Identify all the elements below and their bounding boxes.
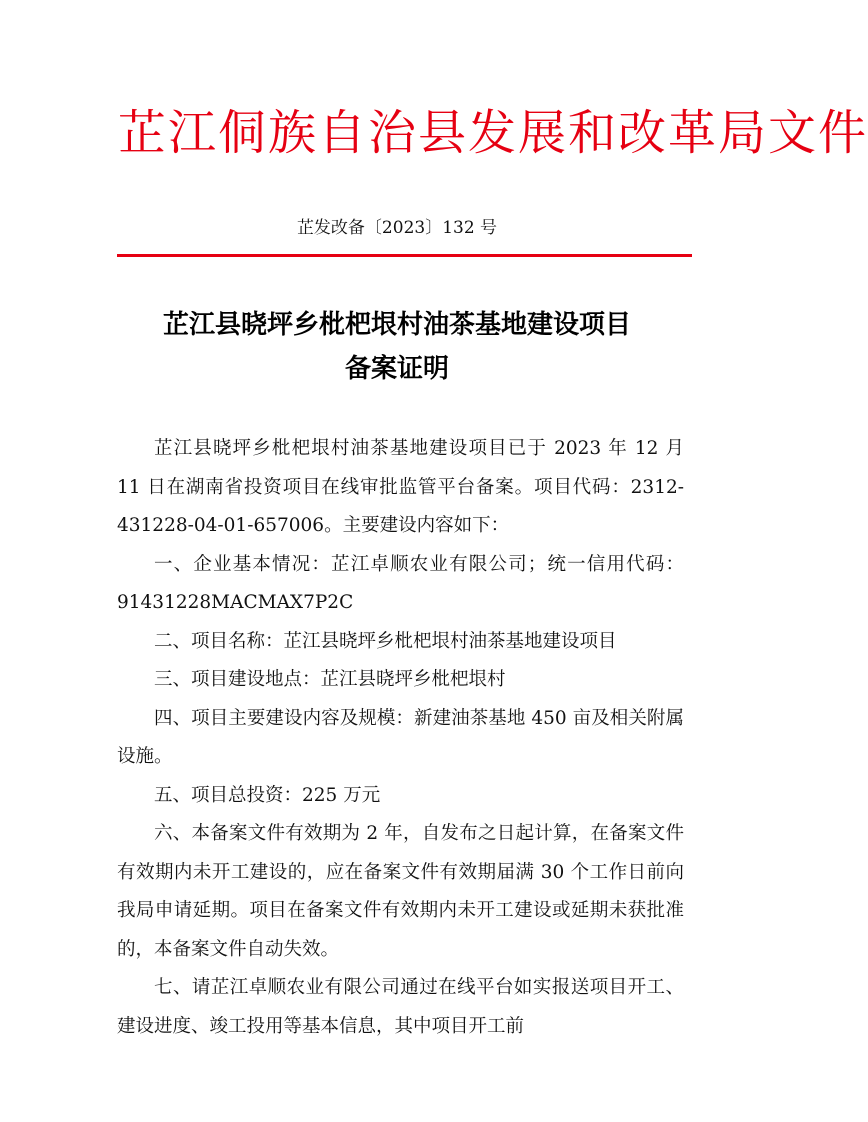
document-title-line-1: 芷江县晓坪乡枇杷垠村油茶基地建设项目 — [162, 310, 631, 340]
paragraph-project-location: 三、项目建设地点：芷江县晓坪乡枇杷垠村 — [154, 669, 506, 690]
paragraph-intro: 芷江县晓坪乡枇杷垠村油茶基地建设项目已于 2023 年 12 月 11 日在湖南省投资项目在线审批监管平台备案。项目代码：2312-431228-04-01-657006。主要建设内容如下： — [117, 438, 684, 536]
issuing-authority-header: 芷江侗族自治县发展和改革局文件 — [118, 105, 868, 161]
paragraph-construction-scope: 四、项目主要建设内容及规模：新建油茶基地 450 亩及相关附属设施。 — [117, 707, 684, 767]
paragraph-total-investment: 五、项目总投资：225 万元 — [154, 784, 381, 806]
document-title-line-2: 备案证明 — [344, 354, 449, 384]
paragraph-project-name: 二、项目名称：芷江县晓坪乡枇杷垠村油茶基地建设项目 — [154, 630, 617, 652]
document-body — [117, 430, 684, 1046]
red-divider-line — [117, 254, 692, 257]
document-title — [110, 303, 684, 391]
paragraph-company-info: 一、企业基本情况：芷江卓顺农业有限公司；统一信用代码：91431228MACMAX7P2C — [117, 553, 684, 613]
paragraph-reporting-requirement: 七、请芷江卓顺农业有限公司通过在线平台如实报送项目开工、建设进度、竣工投用等基本信息，其中项目开工前 — [117, 977, 684, 1037]
document-number: 芷发改备〔2023〕132 号 — [296, 218, 498, 238]
paragraph-validity-period: 六、本备案文件有效期为 2 年，自发布之日起计算，在备案文件有效期内未开工建设的，应在备案文件有效期届满 30 个工作日前向我局申请延期。项目在备案文件有效期内未开工建设或延期未获批准的，本备案文件自动失效。 — [117, 823, 684, 960]
